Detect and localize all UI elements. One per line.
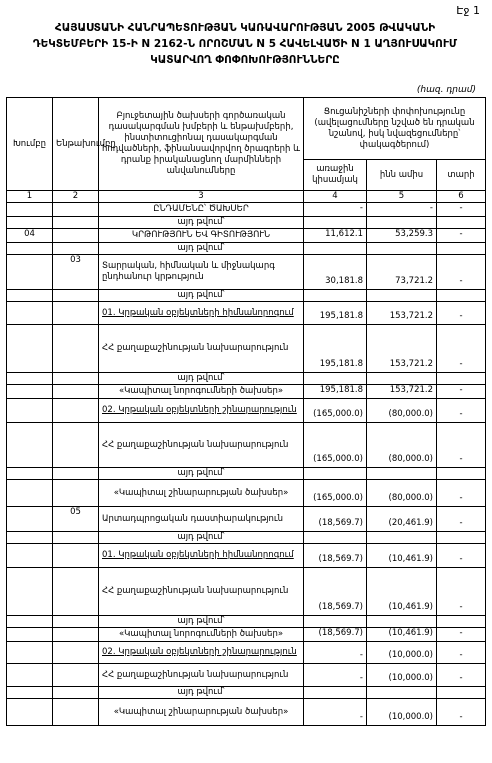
header-first-half: առաջին կիսամյակ	[304, 160, 367, 191]
first-half-value-cell: 30,181.8	[304, 255, 367, 290]
nine-months-value-cell: (10,461.9)	[367, 628, 437, 642]
description-cell: «Կապիտալ շինարարության ծախսեր»	[99, 699, 304, 726]
table-row	[7, 642, 486, 664]
document-title: ՀԱՅԱՍՏԱՆԻ ՀԱՆՐԱՊԵՏՈՒԹՅԱՆ ԿԱՌԱՎԱՐՈՒԹՅԱՆ 2005 ԹՎԱԿԱՆԻ ԴԵԿՏԵՄԲԵՐԻ 15-Ի N 2162-Ն ՈՐՈՇՄԱՆ N 5 ՀԱՎԵԼՎԱԾԻ N 1 ԱՂՅՈՒՍԱԿՈՒՄ ԿԱՏԱՐՎՈՂ ՓՈՓՈԽՈՒԹՅՈՒՆՆԵՐԸ	[32, 22, 458, 66]
table-row	[7, 664, 486, 687]
subgroup-code-cell	[53, 229, 99, 243]
subgroup-code-cell	[53, 399, 99, 423]
description-cell: 01. Կրթական օբյեկտների հիմնանորոգում	[99, 544, 304, 568]
year-value-cell: -	[437, 664, 486, 687]
nine-months-value-cell	[367, 217, 437, 229]
group-code-cell	[7, 507, 53, 532]
first-half-value-cell	[304, 217, 367, 229]
nine-months-value-cell: (10,000.0)	[367, 642, 437, 664]
subgroup-code-cell	[53, 468, 99, 480]
column-number: 6	[437, 191, 486, 203]
year-value-cell: -	[437, 642, 486, 664]
year-value-cell: -	[437, 423, 486, 468]
description-cell: Տարրական, հիմնական և միջնակարգ ընդհանուր կրթություն	[99, 255, 304, 290]
description-cell: Արտադպրոցական դաստիարակություն	[99, 507, 304, 532]
table-row	[7, 423, 486, 468]
year-value-cell	[437, 468, 486, 480]
year-value-cell: -	[437, 568, 486, 616]
description-cell: 01. Կրթական օբյեկտների հիմնանորոգում	[99, 302, 304, 325]
description-cell: «Կապիտալ նորոգումների ծախսեր»	[99, 628, 304, 642]
first-half-value-cell: (165,000.0)	[304, 480, 367, 507]
nine-months-value-cell	[367, 468, 437, 480]
group-code-cell	[7, 399, 53, 423]
description-cell: «Կապիտալ նորոգումների ծախսեր»	[99, 385, 304, 399]
table-row	[7, 385, 486, 399]
nine-months-value-cell: 153,721.2	[367, 325, 437, 373]
header-group: Խումբը	[7, 98, 53, 191]
subgroup-code-cell	[53, 687, 99, 699]
first-half-value-cell: -	[304, 664, 367, 687]
description-cell: այդ թվում՝	[99, 468, 304, 480]
subgroup-code-cell	[53, 373, 99, 385]
year-value-cell: -	[437, 699, 486, 726]
nine-months-value-cell: -	[367, 203, 437, 217]
nine-months-value-cell: (80,000.0)	[367, 399, 437, 423]
header-subgroup: Ենթախումբը	[53, 98, 99, 191]
subgroup-code-cell: 05	[53, 507, 99, 532]
subgroup-code-cell	[53, 423, 99, 468]
first-half-value-cell	[304, 290, 367, 302]
year-value-cell: -	[437, 507, 486, 532]
nine-months-value-cell	[367, 243, 437, 255]
group-code-cell	[7, 373, 53, 385]
first-half-value-cell: -	[304, 699, 367, 726]
header-year: տարի	[437, 160, 486, 191]
first-half-value-cell: 11,612.1	[304, 229, 367, 243]
group-code-cell	[7, 255, 53, 290]
group-code-cell	[7, 628, 53, 642]
header-change: Ցուցանիշների փոփոխությունը (ավելացումները նշված են դրական նշանով, իսկ նվազեցումները՝ փակագծերում)	[304, 98, 486, 160]
nine-months-value-cell: 153,721.2	[367, 385, 437, 399]
subgroup-code-cell	[53, 616, 99, 628]
group-code-cell	[7, 568, 53, 616]
subgroup-code-cell	[53, 544, 99, 568]
first-half-value-cell	[304, 616, 367, 628]
description-cell: ԸՆԴԱՄԵՆԸ՝ ԾԱԽՍԵՐ	[99, 203, 304, 217]
subgroup-code-cell	[53, 532, 99, 544]
nine-months-value-cell: (80,000.0)	[367, 480, 437, 507]
table-row	[7, 255, 486, 290]
group-code-cell	[7, 664, 53, 687]
first-half-value-cell: 195,181.8	[304, 302, 367, 325]
column-number: 3	[99, 191, 304, 203]
table-body	[7, 203, 486, 726]
year-value-cell	[437, 217, 486, 229]
description-cell: ՀՀ քաղաքաշինության նախարարություն	[99, 664, 304, 687]
first-half-value-cell	[304, 243, 367, 255]
group-code-cell	[7, 203, 53, 217]
table-row	[7, 699, 486, 726]
description-cell: «Կապիտալ շինարարության ծախսեր»	[99, 480, 304, 507]
year-value-cell	[437, 532, 486, 544]
description-cell: այդ թվում՝	[99, 373, 304, 385]
table-row	[7, 325, 486, 373]
subgroup-code-cell	[53, 217, 99, 229]
table-row	[7, 544, 486, 568]
description-cell: ԿՐԹՈՒԹՅՈՒՆ ԵՎ ԳԻՏՈՒԹՅՈՒՆ	[99, 229, 304, 243]
table-row	[7, 243, 486, 255]
subgroup-code-cell	[53, 628, 99, 642]
page-number: Էջ 1	[456, 4, 480, 17]
group-code-cell	[7, 616, 53, 628]
group-code-cell	[7, 290, 53, 302]
table-row	[7, 290, 486, 302]
nine-months-value-cell: (10,461.9)	[367, 544, 437, 568]
table-row	[7, 480, 486, 507]
subgroup-code-cell	[53, 642, 99, 664]
nine-months-value-cell	[367, 373, 437, 385]
subgroup-code-cell	[53, 480, 99, 507]
group-code-cell	[7, 302, 53, 325]
group-code-cell	[7, 642, 53, 664]
year-value-cell: -	[437, 325, 486, 373]
column-number: 2	[53, 191, 99, 203]
nine-months-value-cell: (10,000.0)	[367, 664, 437, 687]
first-half-value-cell: 195,181.8	[304, 325, 367, 373]
first-half-value-cell	[304, 532, 367, 544]
first-half-value-cell: (165,000.0)	[304, 399, 367, 423]
description-cell: այդ թվում՝	[99, 687, 304, 699]
first-half-value-cell: 195,181.8	[304, 385, 367, 399]
group-code-cell	[7, 687, 53, 699]
subgroup-code-cell	[53, 699, 99, 726]
subgroup-code-cell	[53, 385, 99, 399]
table-row	[7, 568, 486, 616]
first-half-value-cell: (18,569.7)	[304, 507, 367, 532]
nine-months-value-cell	[367, 290, 437, 302]
column-number: 5	[367, 191, 437, 203]
year-value-cell: -	[437, 255, 486, 290]
subgroup-code-cell	[53, 302, 99, 325]
nine-months-value-cell: (20,461.9)	[367, 507, 437, 532]
table-row	[7, 628, 486, 642]
table-row	[7, 229, 486, 243]
year-value-cell: -	[437, 229, 486, 243]
year-value-cell: -	[437, 302, 486, 325]
nine-months-value-cell	[367, 616, 437, 628]
table-row	[7, 399, 486, 423]
group-code-cell: 04	[7, 229, 53, 243]
first-half-value-cell	[304, 687, 367, 699]
table-row	[7, 203, 486, 217]
group-code-cell	[7, 385, 53, 399]
header-description: Բյուջետային ծախսերի գործառական դասակարգման խմբերի և ենթախմբերի, ինստիտուցիոնալ դասակարգման հոդվածների, ֆինանսավորվող ծրագրերի և դրանք իրականացնող մարմինների անվանումները	[99, 98, 304, 191]
nine-months-value-cell: 153,721.2	[367, 302, 437, 325]
first-half-value-cell: (18,569.7)	[304, 568, 367, 616]
nine-months-value-cell: 73,721.2	[367, 255, 437, 290]
description-cell: այդ թվում՝	[99, 243, 304, 255]
first-half-value-cell	[304, 468, 367, 480]
subgroup-code-cell	[53, 325, 99, 373]
year-value-cell	[437, 687, 486, 699]
column-number: 4	[304, 191, 367, 203]
group-code-cell	[7, 217, 53, 229]
subgroup-code-cell	[53, 664, 99, 687]
subgroup-code-cell	[53, 243, 99, 255]
nine-months-value-cell: (10,461.9)	[367, 568, 437, 616]
year-value-cell: -	[437, 203, 486, 217]
description-cell: 02. Կրթական օբյեկտների շինարարություն	[99, 399, 304, 423]
first-half-value-cell: (165,000.0)	[304, 423, 367, 468]
year-value-cell: -	[437, 385, 486, 399]
group-code-cell	[7, 423, 53, 468]
table-row	[7, 507, 486, 532]
table-row	[7, 616, 486, 628]
table-row	[7, 532, 486, 544]
first-half-value-cell: -	[304, 203, 367, 217]
year-value-cell	[437, 616, 486, 628]
nine-months-value-cell	[367, 532, 437, 544]
description-cell: ՀՀ քաղաքաշինության նախարարություն	[99, 423, 304, 468]
table-row	[7, 687, 486, 699]
subgroup-code-cell	[53, 203, 99, 217]
units-note: (հազ. դրամ)	[416, 85, 476, 95]
group-code-cell	[7, 325, 53, 373]
table-row	[7, 468, 486, 480]
year-value-cell: -	[437, 480, 486, 507]
group-code-cell	[7, 544, 53, 568]
year-value-cell: -	[437, 399, 486, 423]
group-code-cell	[7, 468, 53, 480]
nine-months-value-cell	[367, 687, 437, 699]
first-half-value-cell	[304, 373, 367, 385]
description-cell: 02. Կրթական օբյեկտների շինարարություն	[99, 642, 304, 664]
description-cell: այդ թվում՝	[99, 290, 304, 302]
group-code-cell	[7, 532, 53, 544]
table-row	[7, 302, 486, 325]
table-row	[7, 217, 486, 229]
subgroup-code-cell	[53, 290, 99, 302]
column-number: 1	[7, 191, 53, 203]
description-cell: այդ թվում՝	[99, 217, 304, 229]
budget-changes-table	[6, 97, 486, 726]
nine-months-value-cell: (10,000.0)	[367, 699, 437, 726]
table-row	[7, 373, 486, 385]
group-code-cell	[7, 243, 53, 255]
subgroup-code-cell: 03	[53, 255, 99, 290]
group-code-cell	[7, 699, 53, 726]
nine-months-value-cell: (80,000.0)	[367, 423, 437, 468]
first-half-value-cell: (18,569.7)	[304, 628, 367, 642]
description-cell: այդ թվում՝	[99, 616, 304, 628]
year-value-cell	[437, 243, 486, 255]
description-cell: ՀՀ քաղաքաշինության նախարարություն	[99, 325, 304, 373]
group-code-cell	[7, 480, 53, 507]
description-cell: ՀՀ քաղաքաշինության նախարարություն	[99, 568, 304, 616]
year-value-cell	[437, 373, 486, 385]
subgroup-code-cell	[53, 568, 99, 616]
year-value-cell: -	[437, 544, 486, 568]
first-half-value-cell: (18,569.7)	[304, 544, 367, 568]
nine-months-value-cell: 53,259.3	[367, 229, 437, 243]
year-value-cell	[437, 290, 486, 302]
first-half-value-cell: -	[304, 642, 367, 664]
description-cell: այդ թվում՝	[99, 532, 304, 544]
year-value-cell: -	[437, 628, 486, 642]
header-nine-months: ինն ամիս	[367, 160, 437, 191]
